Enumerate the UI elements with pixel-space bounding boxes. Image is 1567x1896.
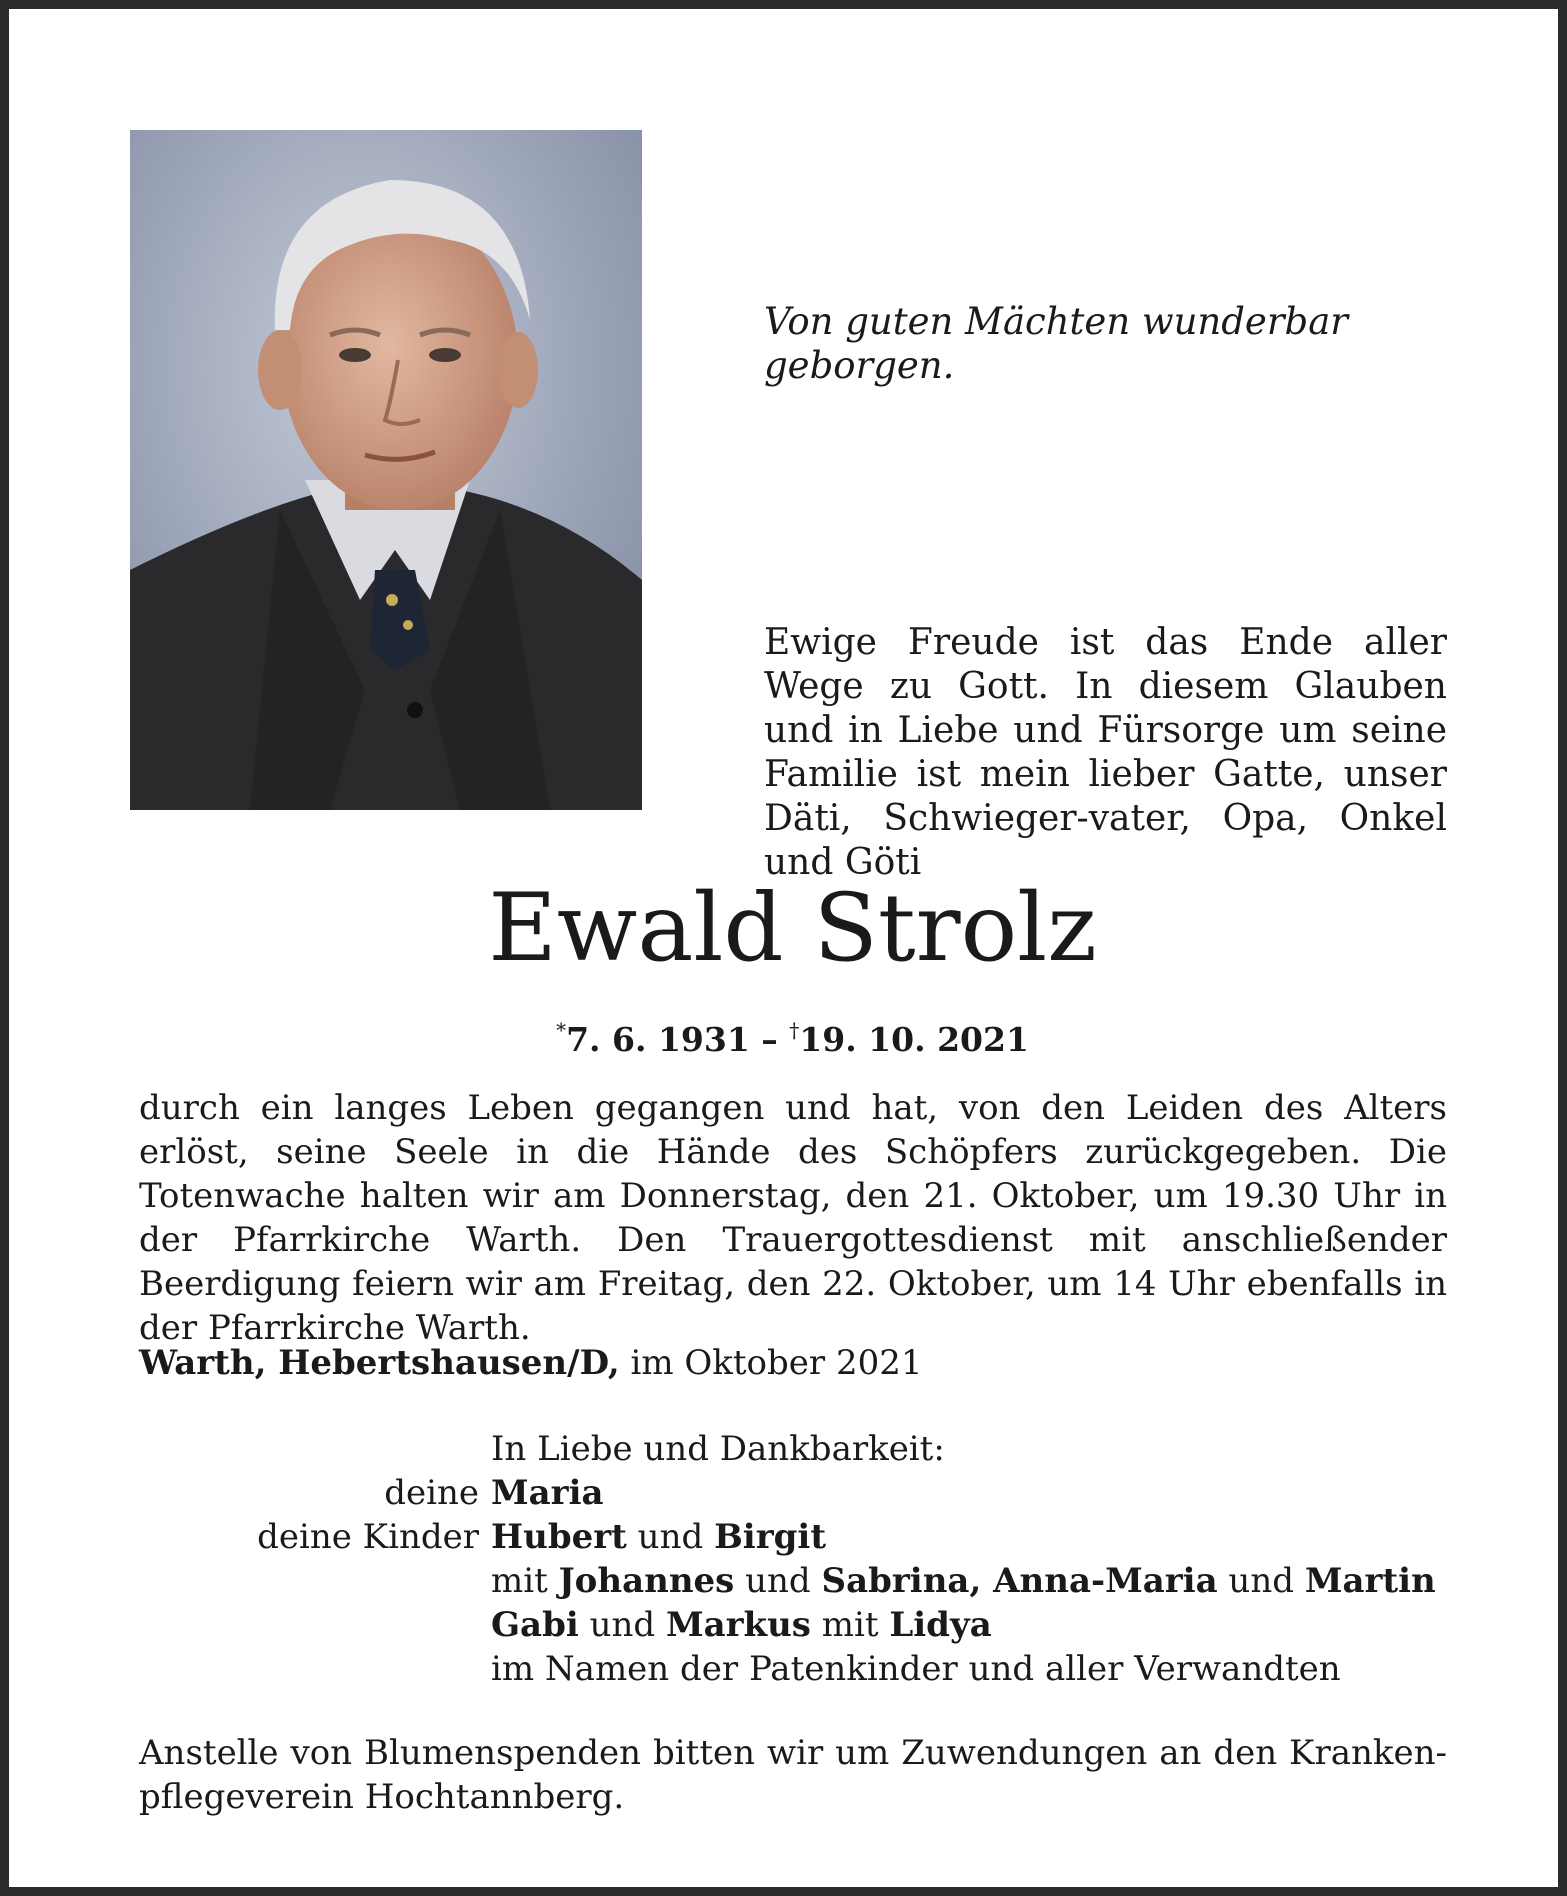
- conjunction: und: [626, 1517, 715, 1557]
- child-name: Hubert: [491, 1517, 627, 1557]
- intro-paragraph: Ewige Freude ist das Ende aller Wege zu Gott. In diesem Glauben und in Liebe und Fürsorge um seine Familie ist mein lieber Gatte, unser Däti, Schwieger-vater, Opa, Onkel und Göti: [764, 622, 1447, 883]
- conjunction: mit: [810, 1605, 890, 1645]
- motto-quote: Von guten Mächten wunderbar geborgen.: [764, 300, 1348, 387]
- children-line-2: [491, 1603, 1461, 1647]
- conjunction: und: [1217, 1561, 1305, 1601]
- grandchildren-line: [491, 1559, 1461, 1603]
- child-name: Markus: [665, 1605, 811, 1645]
- birth-symbol: *: [556, 1018, 567, 1042]
- portrait-illustration: [130, 130, 642, 810]
- life-dates: [9, 1008, 1567, 1062]
- grandchild-name: Sabrina, Anna-Maria: [821, 1561, 1218, 1601]
- wife-name-line: [491, 1471, 1461, 1515]
- place-date: im Oktober 2021: [619, 1343, 923, 1383]
- child-name: Birgit: [714, 1517, 827, 1557]
- place-locations: Warth, Hebertshausen/D,: [139, 1343, 620, 1383]
- grandchild-name: Lidya: [889, 1605, 992, 1645]
- conjunction: und: [578, 1605, 666, 1645]
- funeral-details: durch ein langes Leben gegangen und hat, von den Leiden des Alters erlöst, seine Seele in die Hände des Schöpfers zurückgegeben. Die Totenwache halten wir am Donnerstag, den 21. Oktober, um 19.30 Uhr in der Pfarrkirche Warth. Den Trauergottesdienst mit anschließender Beerdigung feiern wir am Freitag, den 22. Oktober, um 14 Uhr ebenfalls in der Pfarrkirche Warth.: [139, 1088, 1447, 1348]
- date-separator: –: [749, 1020, 790, 1059]
- children-label: deine Kinder: [257, 1517, 479, 1557]
- birth-date: 7. 6. 1931: [566, 1020, 750, 1059]
- children-line: [491, 1515, 1461, 1559]
- place-and-date: [139, 1341, 1139, 1385]
- grandchild-name: Johannes: [558, 1561, 735, 1601]
- portrait-photo: [130, 130, 642, 810]
- relatives-line: im Namen der Patenkinder und aller Verwandten: [491, 1649, 1341, 1689]
- wife-name: Maria: [491, 1473, 604, 1513]
- grandchild-name: Martin: [1304, 1561, 1436, 1601]
- conjunction: und: [734, 1561, 822, 1601]
- signoff-line: In Liebe und Dankbarkeit:: [491, 1429, 945, 1469]
- deceased-name: Ewald Strolz: [488, 874, 1097, 983]
- death-symbol: †: [789, 1018, 800, 1042]
- death-date: 19. 10. 2021: [799, 1020, 1029, 1059]
- donation-note: Anstelle von Blumenspenden bitten wir um Zuwendungen an den Kranken-pflegeverein Hochtannberg.: [139, 1733, 1447, 1817]
- wife-label: deine: [384, 1473, 479, 1513]
- child-name: Gabi: [491, 1605, 579, 1645]
- conjunction: mit: [491, 1561, 559, 1601]
